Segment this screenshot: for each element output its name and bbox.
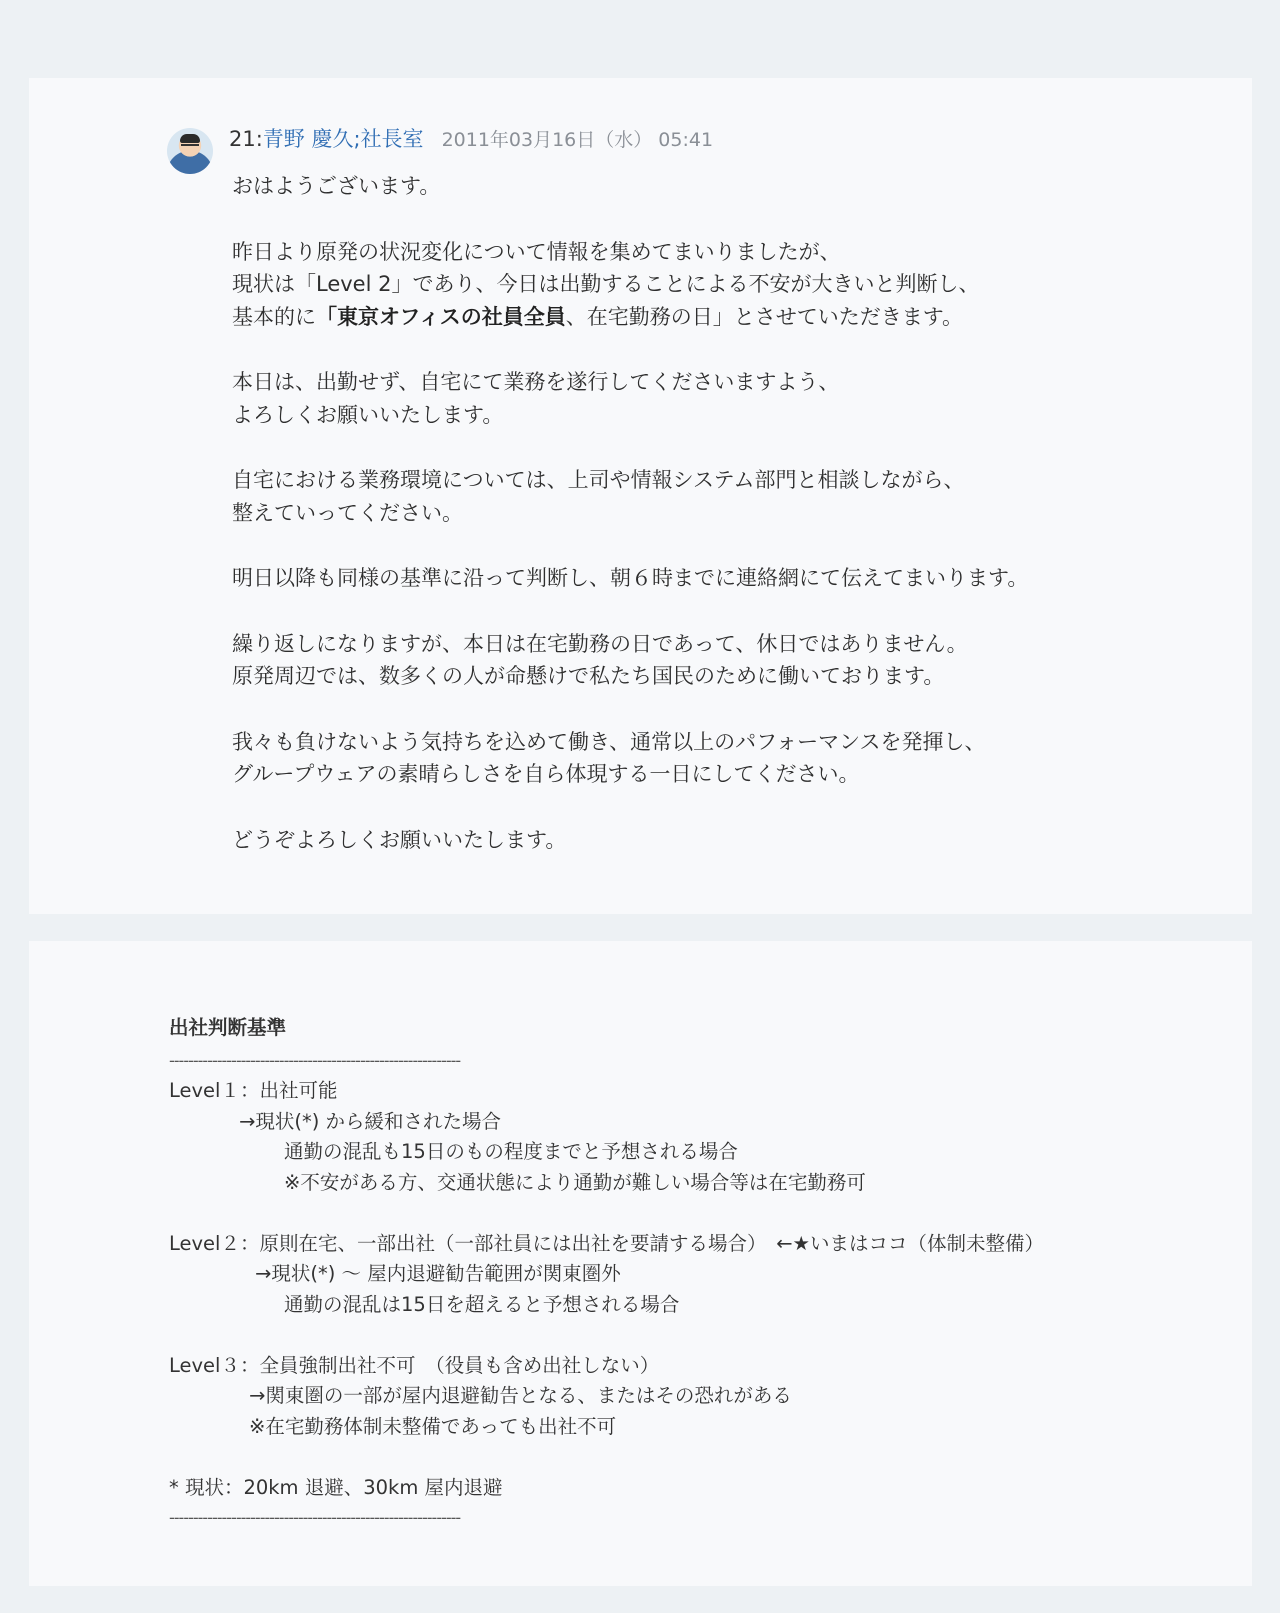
avatar-hair [180, 134, 200, 143]
criteria-card [29, 941, 1252, 1586]
level2-detail: →現状(*) 〜 屋内退避勧告範囲が関東圏外 [255, 1262, 621, 1285]
post-line: グループウェアの素晴らしさを自ら体現する一日にしてください。 [232, 762, 860, 786]
separator-line: ------------------------------------------------------------- [169, 1508, 461, 1527]
post-line: 現状は「Level 2」であり、今日は出勤することによる不安が大きいと判断し、 [232, 272, 980, 296]
post-line: 原発周辺では、数多くの人が命懸けで私たち国民のために働いております。 [232, 664, 945, 688]
post-card [29, 78, 1252, 914]
post-line [232, 301, 1192, 334]
spacer [169, 1198, 1209, 1229]
level1-detail: ※不安がある方、交通状態により通勤が難しい場合等は在宅勤務可 [284, 1170, 866, 1194]
post-text: 、在宅勤務の日」とさせていただきます。 [565, 304, 964, 329]
level1-detail: 通勤の混乱も15日のもの程度までと予想される場合 [284, 1140, 738, 1163]
post-line: 明日以降も同様の基準に沿って判断し、朝６時までに連絡網にて伝えてまいります。 [232, 566, 1029, 590]
level3-detail: →関東圏の一部が屋内退避勧告となる、またはその恐れがある [249, 1384, 792, 1407]
criteria-block [169, 1013, 1209, 1534]
footnote: * 現状：20km 退避、30km 屋内退避 [169, 1475, 503, 1499]
level1-detail: →現状(*) から緩和された場合 [239, 1109, 502, 1133]
post-bold-text: 「東京オフィスの社員全員 [316, 304, 566, 329]
post-line: 繰り返しになりますが、本日は在宅勤務の日であって、休日ではありません。 [232, 631, 968, 656]
post-line: どうぞよろしくお願いいたします。 [232, 827, 567, 852]
level3-detail: ※在宅勤務体制未整備であっても出社不可 [249, 1414, 617, 1438]
post-number: 21: [229, 127, 263, 151]
post-line: よろしくお願いいたします。 [232, 402, 504, 427]
avatar-glasses [181, 144, 199, 150]
post-header [229, 123, 713, 153]
level2-detail: 通勤の混乱は15日を超えると予想される場合 [284, 1292, 680, 1316]
author-name-link[interactable]: 青野 慶久; [262, 127, 361, 151]
post-line: 自宅における業務環境については、上司や情報システム部門と相談しながら、 [232, 468, 965, 492]
spacer [169, 1320, 1209, 1351]
post-line: 我々も負けないよう気持ちを込めて働き、通常以上のパフォーマンスを発揮し、 [232, 729, 986, 754]
post-line: 昨日より原発の状況変化について情報を集めてまいりましたが、 [232, 239, 841, 264]
separator-line: ------------------------------------------------------------- [169, 1050, 461, 1070]
post-line: 整えていってください。 [232, 500, 463, 525]
post-line: 本日は、出勤せず、自宅にて業務を遂行してくださいますよう、 [232, 370, 840, 394]
level3-heading: Level３：全員強制出社不可 （役員も含め出社しない） [169, 1353, 660, 1377]
spacer [169, 1442, 1209, 1473]
level2-heading: Level２：原則在宅、一部出社（一部社員には出社を要請する場合） ←★いまはココ（体制未整備） [169, 1231, 1045, 1255]
author-department-link[interactable]: 社長室 [360, 127, 424, 151]
post-date: 2011年03月16日（水） 05:41 [441, 129, 714, 151]
criteria-title: 出社判断基準 [169, 1016, 287, 1039]
user-avatar-icon[interactable] [167, 128, 213, 174]
post-body [232, 170, 1192, 889]
level1-heading: Level１：出社可能 [169, 1079, 338, 1102]
post-text: 基本的に [232, 304, 316, 329]
post-line: おはようございます。 [232, 174, 441, 198]
